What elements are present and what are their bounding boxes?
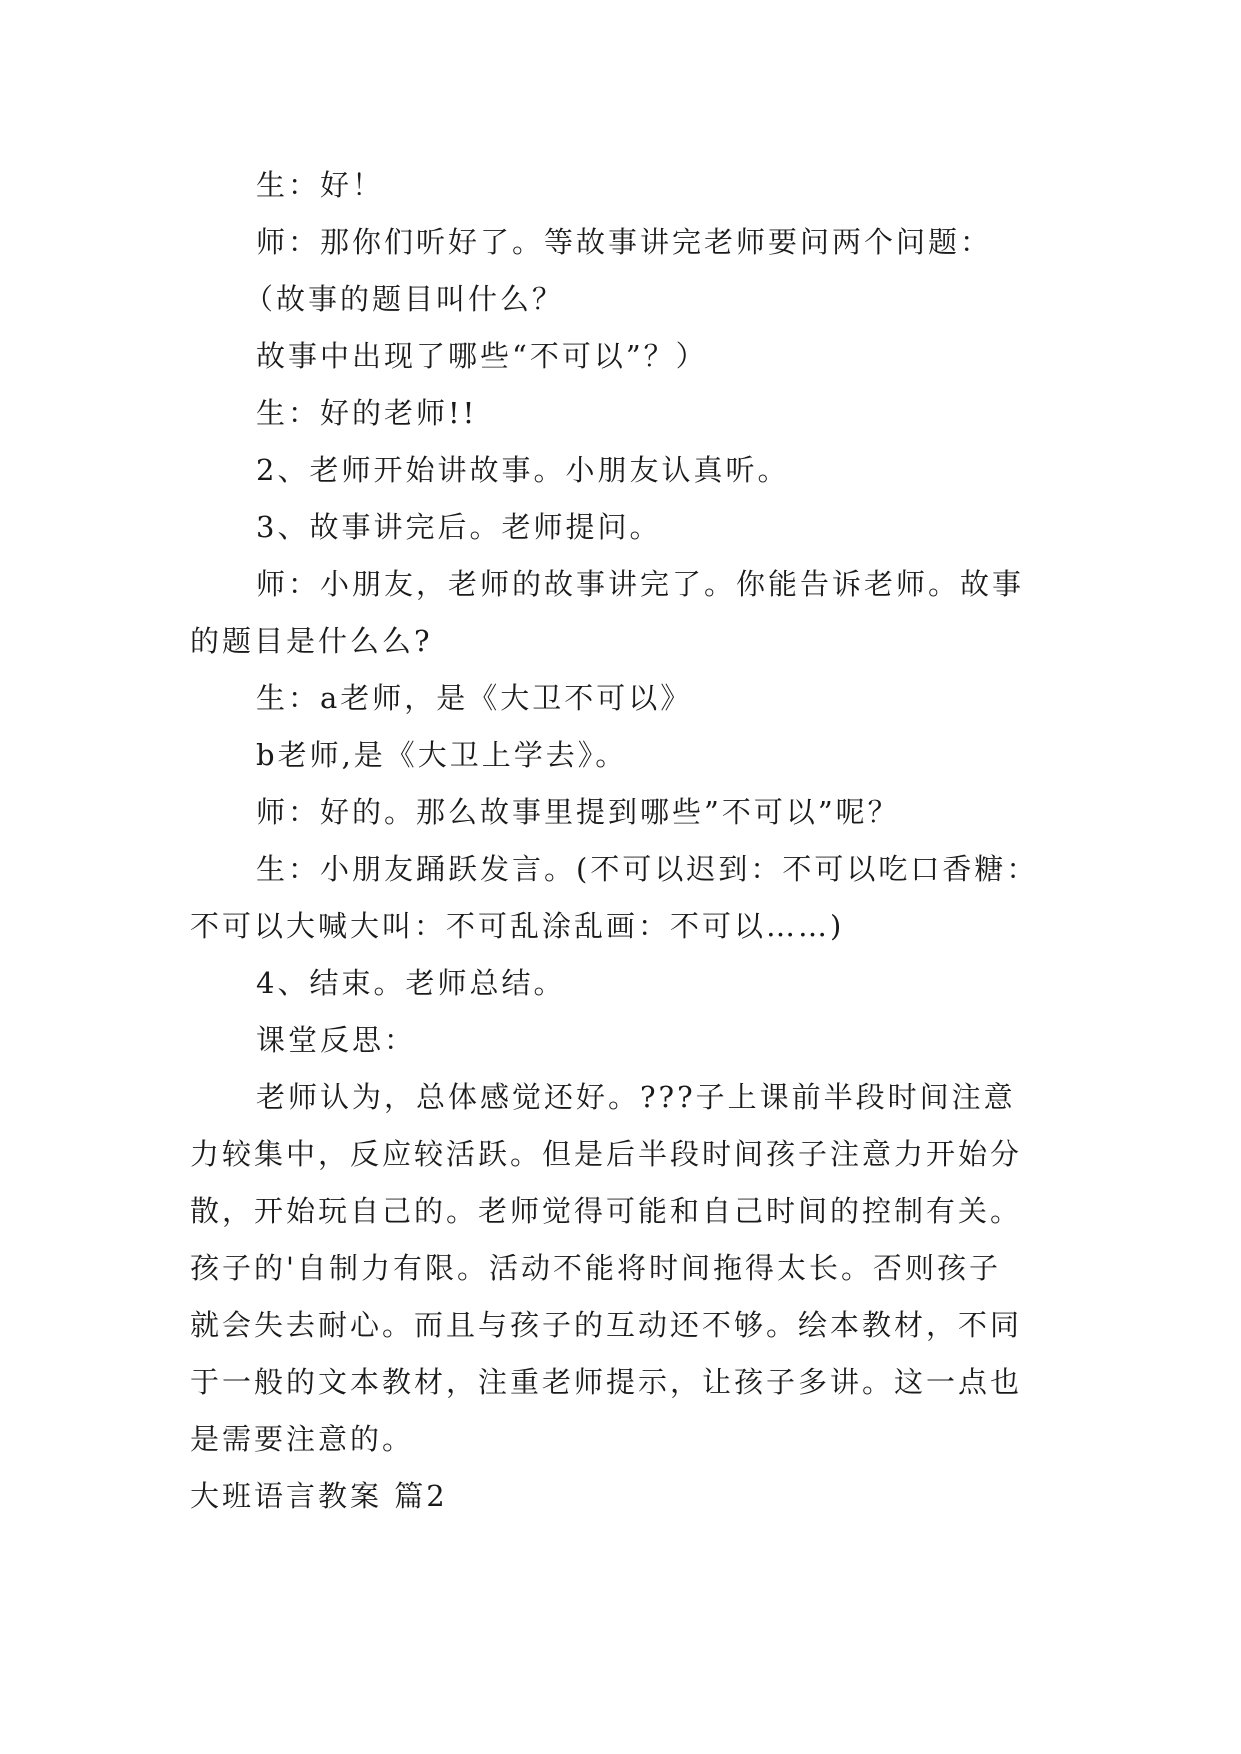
dialogue-line: 生：小朋友踊跃发言。(不可以迟到：不可以吃口香糖： <box>256 852 1039 886</box>
paragraph-line: 力较集中，反应较活跃。但是后半段时间孩子注意力开始分 <box>190 1137 1023 1171</box>
subheading: 课堂反思： <box>256 1023 417 1057</box>
paragraph-line: 就会失去耐心。而且与孩子的互动还不够。绘本教材，不同 <box>190 1308 1023 1342</box>
paragraph-line: 老师认为，总体感觉还好。???子上课前半段时间注意 <box>256 1080 1016 1114</box>
question-line: （故事的题目叫什么？ <box>244 282 565 316</box>
paragraph-line: 于一般的文本教材，注重老师提示，让孩子多讲。这一点也 <box>190 1365 1023 1399</box>
paragraph-line: 是需要注意的。 <box>190 1422 415 1456</box>
question-line: 故事中出现了哪些“不可以”？） <box>256 339 708 373</box>
paragraph-line: 孩子的'自制力有限。活动不能将时间拖得太长。否则孩子 <box>190 1251 1001 1285</box>
dialogue-line: 师：好的。那么故事里提到哪些”不可以”呢？ <box>256 795 900 829</box>
dialogue-line-continued: 的题目是什么么? <box>190 624 433 658</box>
dialogue-line: b老师,是《大卫上学去》。 <box>256 738 628 772</box>
dialogue-line: 生：好！ <box>256 168 385 202</box>
paragraph-line: 散，开始玩自己的。老师觉得可能和自己时间的控制有关。 <box>190 1194 1023 1228</box>
dialogue-line: 生：好的老师!! <box>256 396 478 430</box>
step-line: 3、故事讲完后。老师提问。 <box>256 510 662 544</box>
section-heading: 大班语言教案 篇2 <box>190 1479 448 1513</box>
step-line: 2、老师开始讲故事。小朋友认真听。 <box>256 453 790 487</box>
step-line: 4、结束。老师总结。 <box>256 966 566 1000</box>
dialogue-line-continued: 不可以大喊大叫：不可乱涂乱画：不可以……) <box>190 909 845 943</box>
dialogue-line: 生：a老师，是《大卫不可以》 <box>256 681 693 715</box>
dialogue-line: 师：小朋友，老师的故事讲完了。你能告诉老师。故事 <box>256 567 1025 601</box>
dialogue-line: 师：那你们听好了。等故事讲完老师要问两个问题： <box>256 225 993 259</box>
